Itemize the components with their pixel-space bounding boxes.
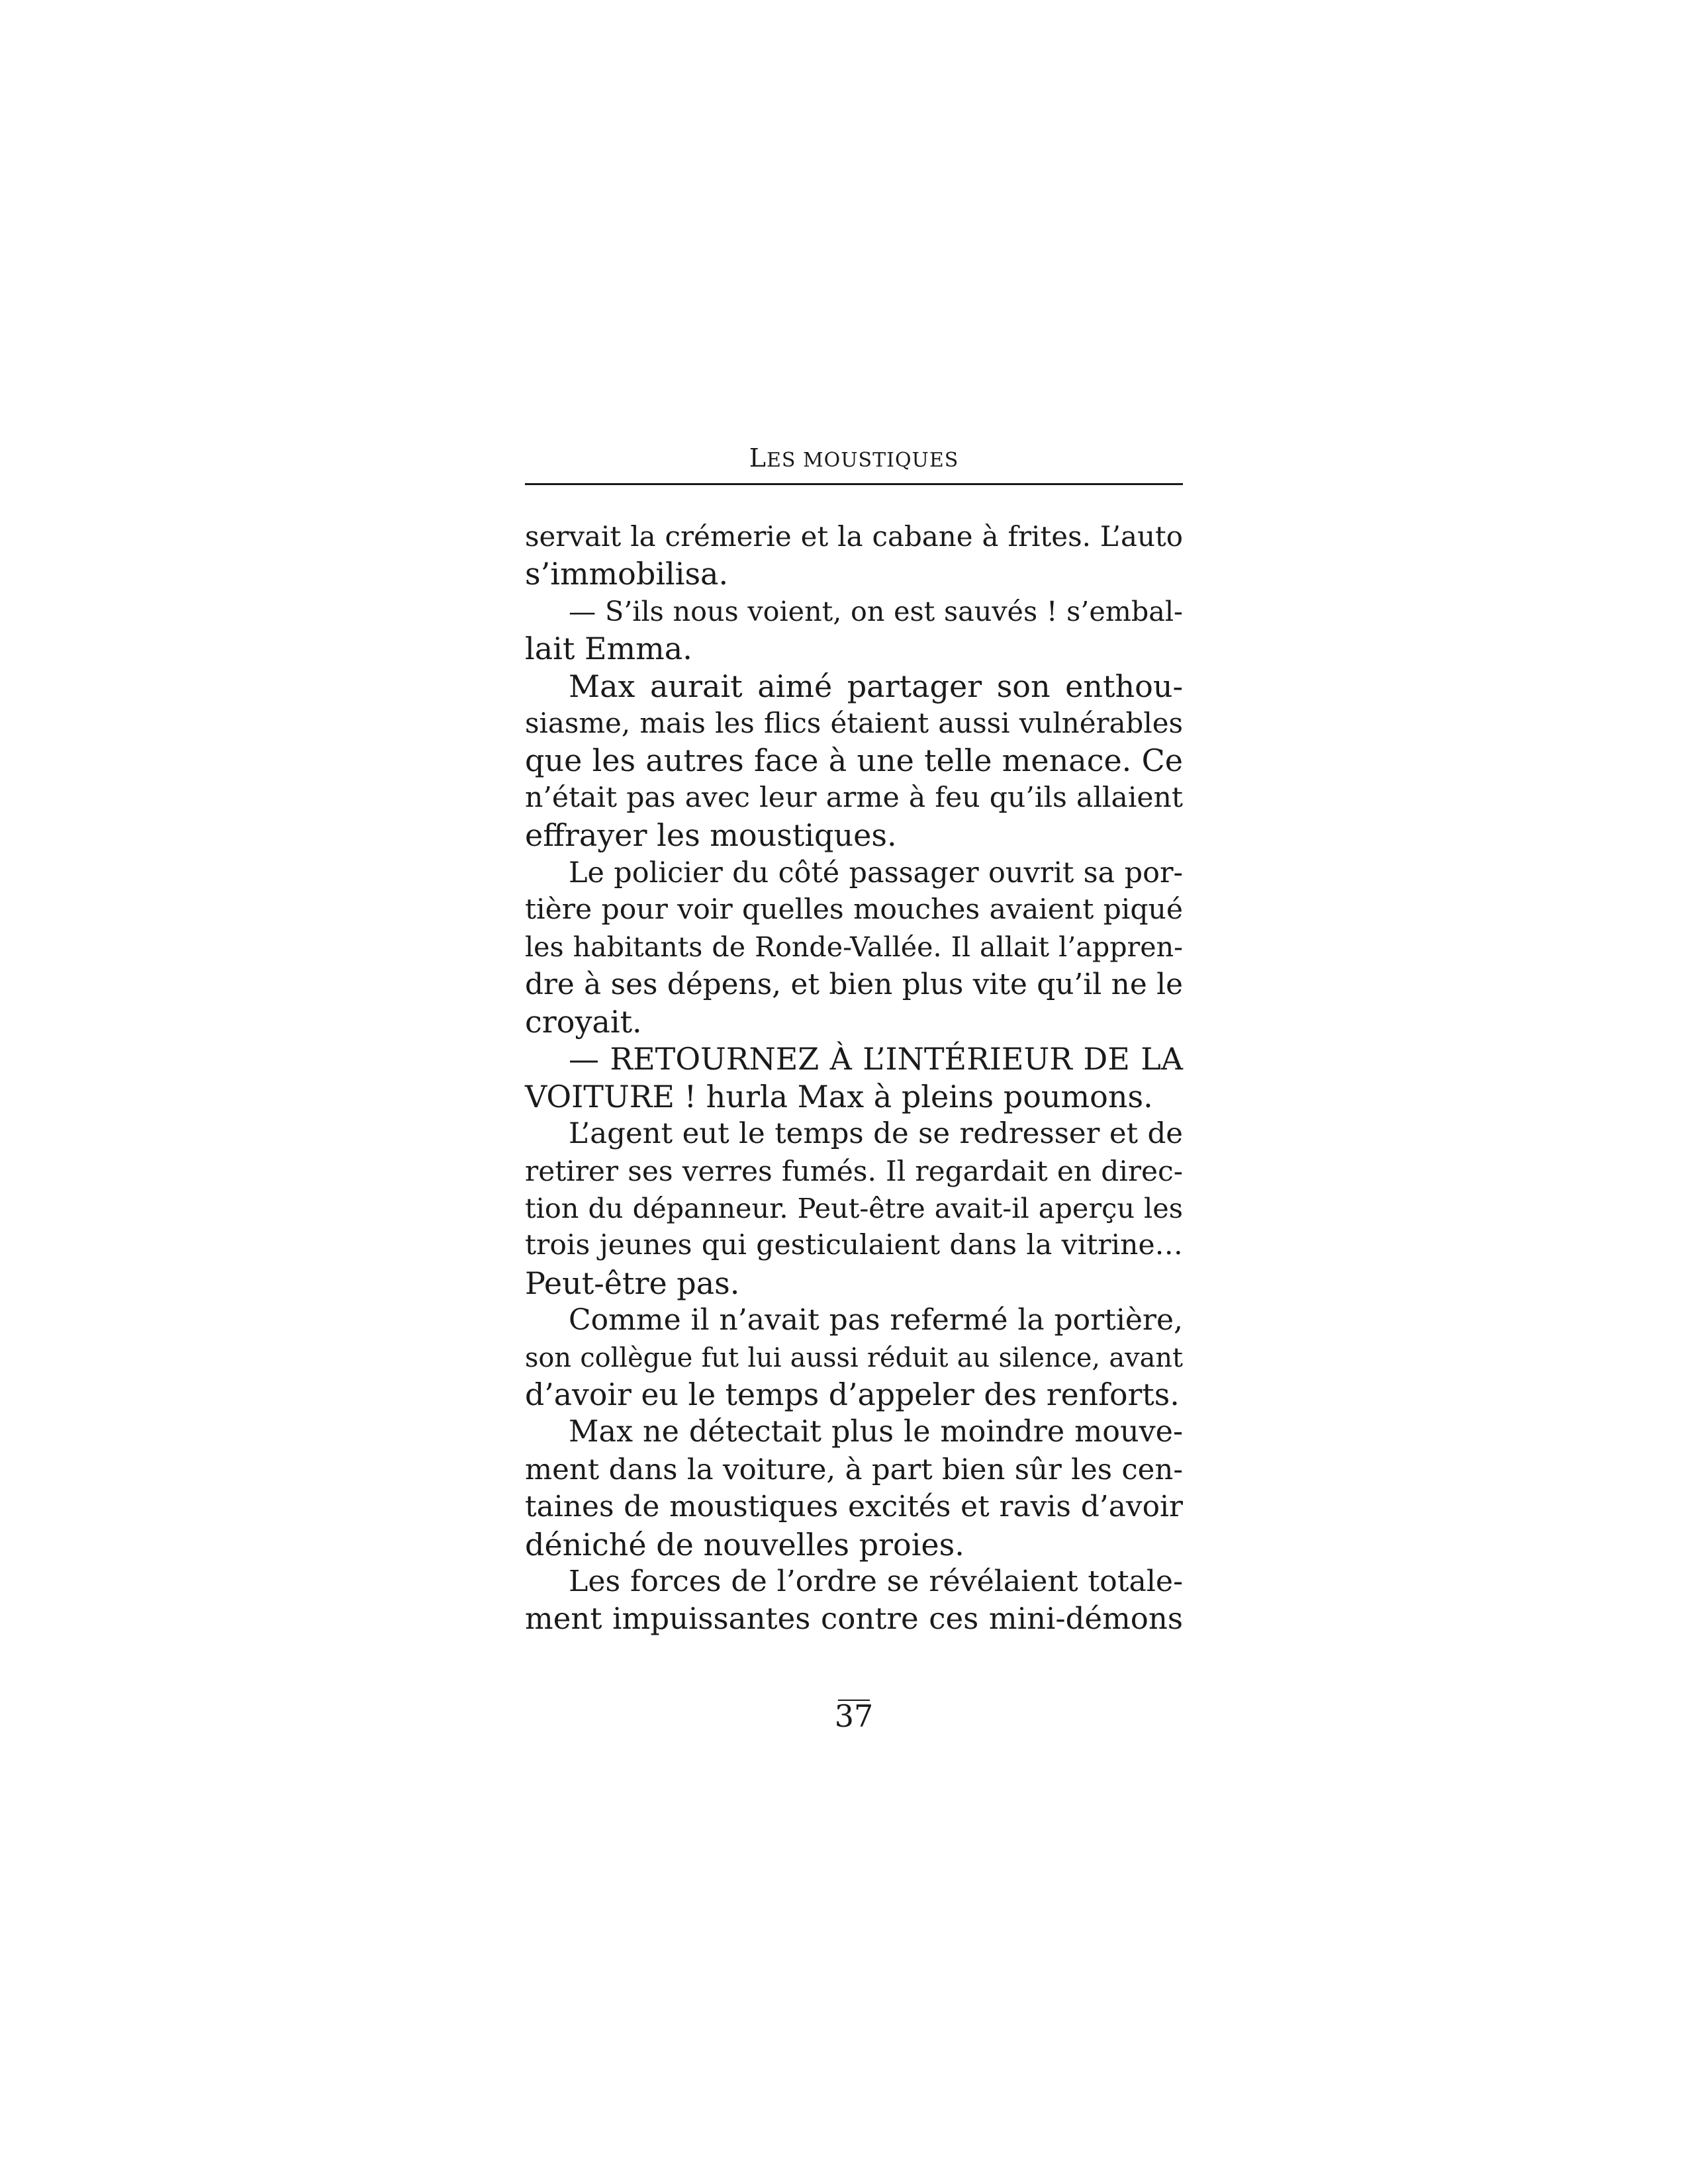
text-line: Peut-être pas. — [525, 1265, 740, 1301]
text-line: s’immobilisa. — [525, 556, 729, 592]
text-line: les habitants de Ronde-Vallée. Il allait l’appren- — [525, 931, 1183, 964]
text-line: L’agent eut le temps de se redresser et de — [569, 1117, 1183, 1151]
text-line: ment impuissantes contre ces mini-démons — [525, 1601, 1183, 1637]
header-rule — [525, 483, 1183, 485]
text-line: son collègue fut lui aussi réduit au silence, avant — [525, 1342, 1183, 1373]
text-line: Max ne détectait plus le moindre mouve- — [569, 1415, 1183, 1449]
text-line: d’avoir eu le temps d’appeler des renforts. — [525, 1377, 1180, 1412]
text-line: taines de moustiques excités et ravis d’avoir — [525, 1490, 1183, 1524]
text-line: que les autres face à une telle menace. Ce — [525, 743, 1183, 779]
running-head-rest: ES MOUSTIQUES — [766, 449, 959, 472]
text-line: dre à ses dépens, et bien plus vite qu’il ne le — [525, 967, 1183, 1001]
text-line: Le policier du côté passager ouvrit sa por- — [569, 856, 1183, 889]
text-line: trois jeunes qui gesticulaient dans la vitrine… — [525, 1229, 1183, 1262]
text-line: tion du dépanneur. Peut-être avait-il aperçu les — [525, 1193, 1183, 1225]
text-line: Les forces de l’ordre se révélaient totale- — [569, 1564, 1183, 1598]
text-line: déniché de nouvelles proies. — [525, 1526, 964, 1563]
text-line: — RETOURNEZ À L’INTÉRIEUR DE LA — [569, 1041, 1183, 1077]
text-line: lait Emma. — [525, 631, 692, 667]
text-line: effrayer les moustiques. — [525, 817, 897, 854]
body-text — [525, 518, 1183, 1638]
text-line: croyait. — [525, 1004, 642, 1040]
text-line: Comme il n’avait pas refermé la portière, — [569, 1303, 1183, 1338]
text-line: tière pour voir quelles mouches avaient piqué — [525, 893, 1183, 926]
text-line: VOITURE ! hurla Max à pleins poumons. — [525, 1078, 1153, 1115]
text-line: retirer ses verres fumés. Il regardait en direc- — [525, 1154, 1183, 1187]
text-line: n’était pas avec leur arme à feu qu’ils allaient — [525, 781, 1183, 814]
text-line: siasme, mais les flics étaient aussi vulnérables — [525, 706, 1183, 739]
text-line: Max aurait aimé partager son enthou- — [569, 668, 1183, 704]
page-number: 37 — [834, 1698, 874, 1734]
running-head — [525, 443, 1183, 473]
running-head-initial: L — [749, 443, 767, 473]
text-line: — S’ils nous voient, on est sauvés ! s’embal- — [569, 595, 1183, 627]
text-line: servait la crémerie et la cabane à frites. L’auto — [525, 520, 1183, 553]
text-line: ment dans la voiture, à part bien sûr les cen- — [525, 1453, 1183, 1486]
